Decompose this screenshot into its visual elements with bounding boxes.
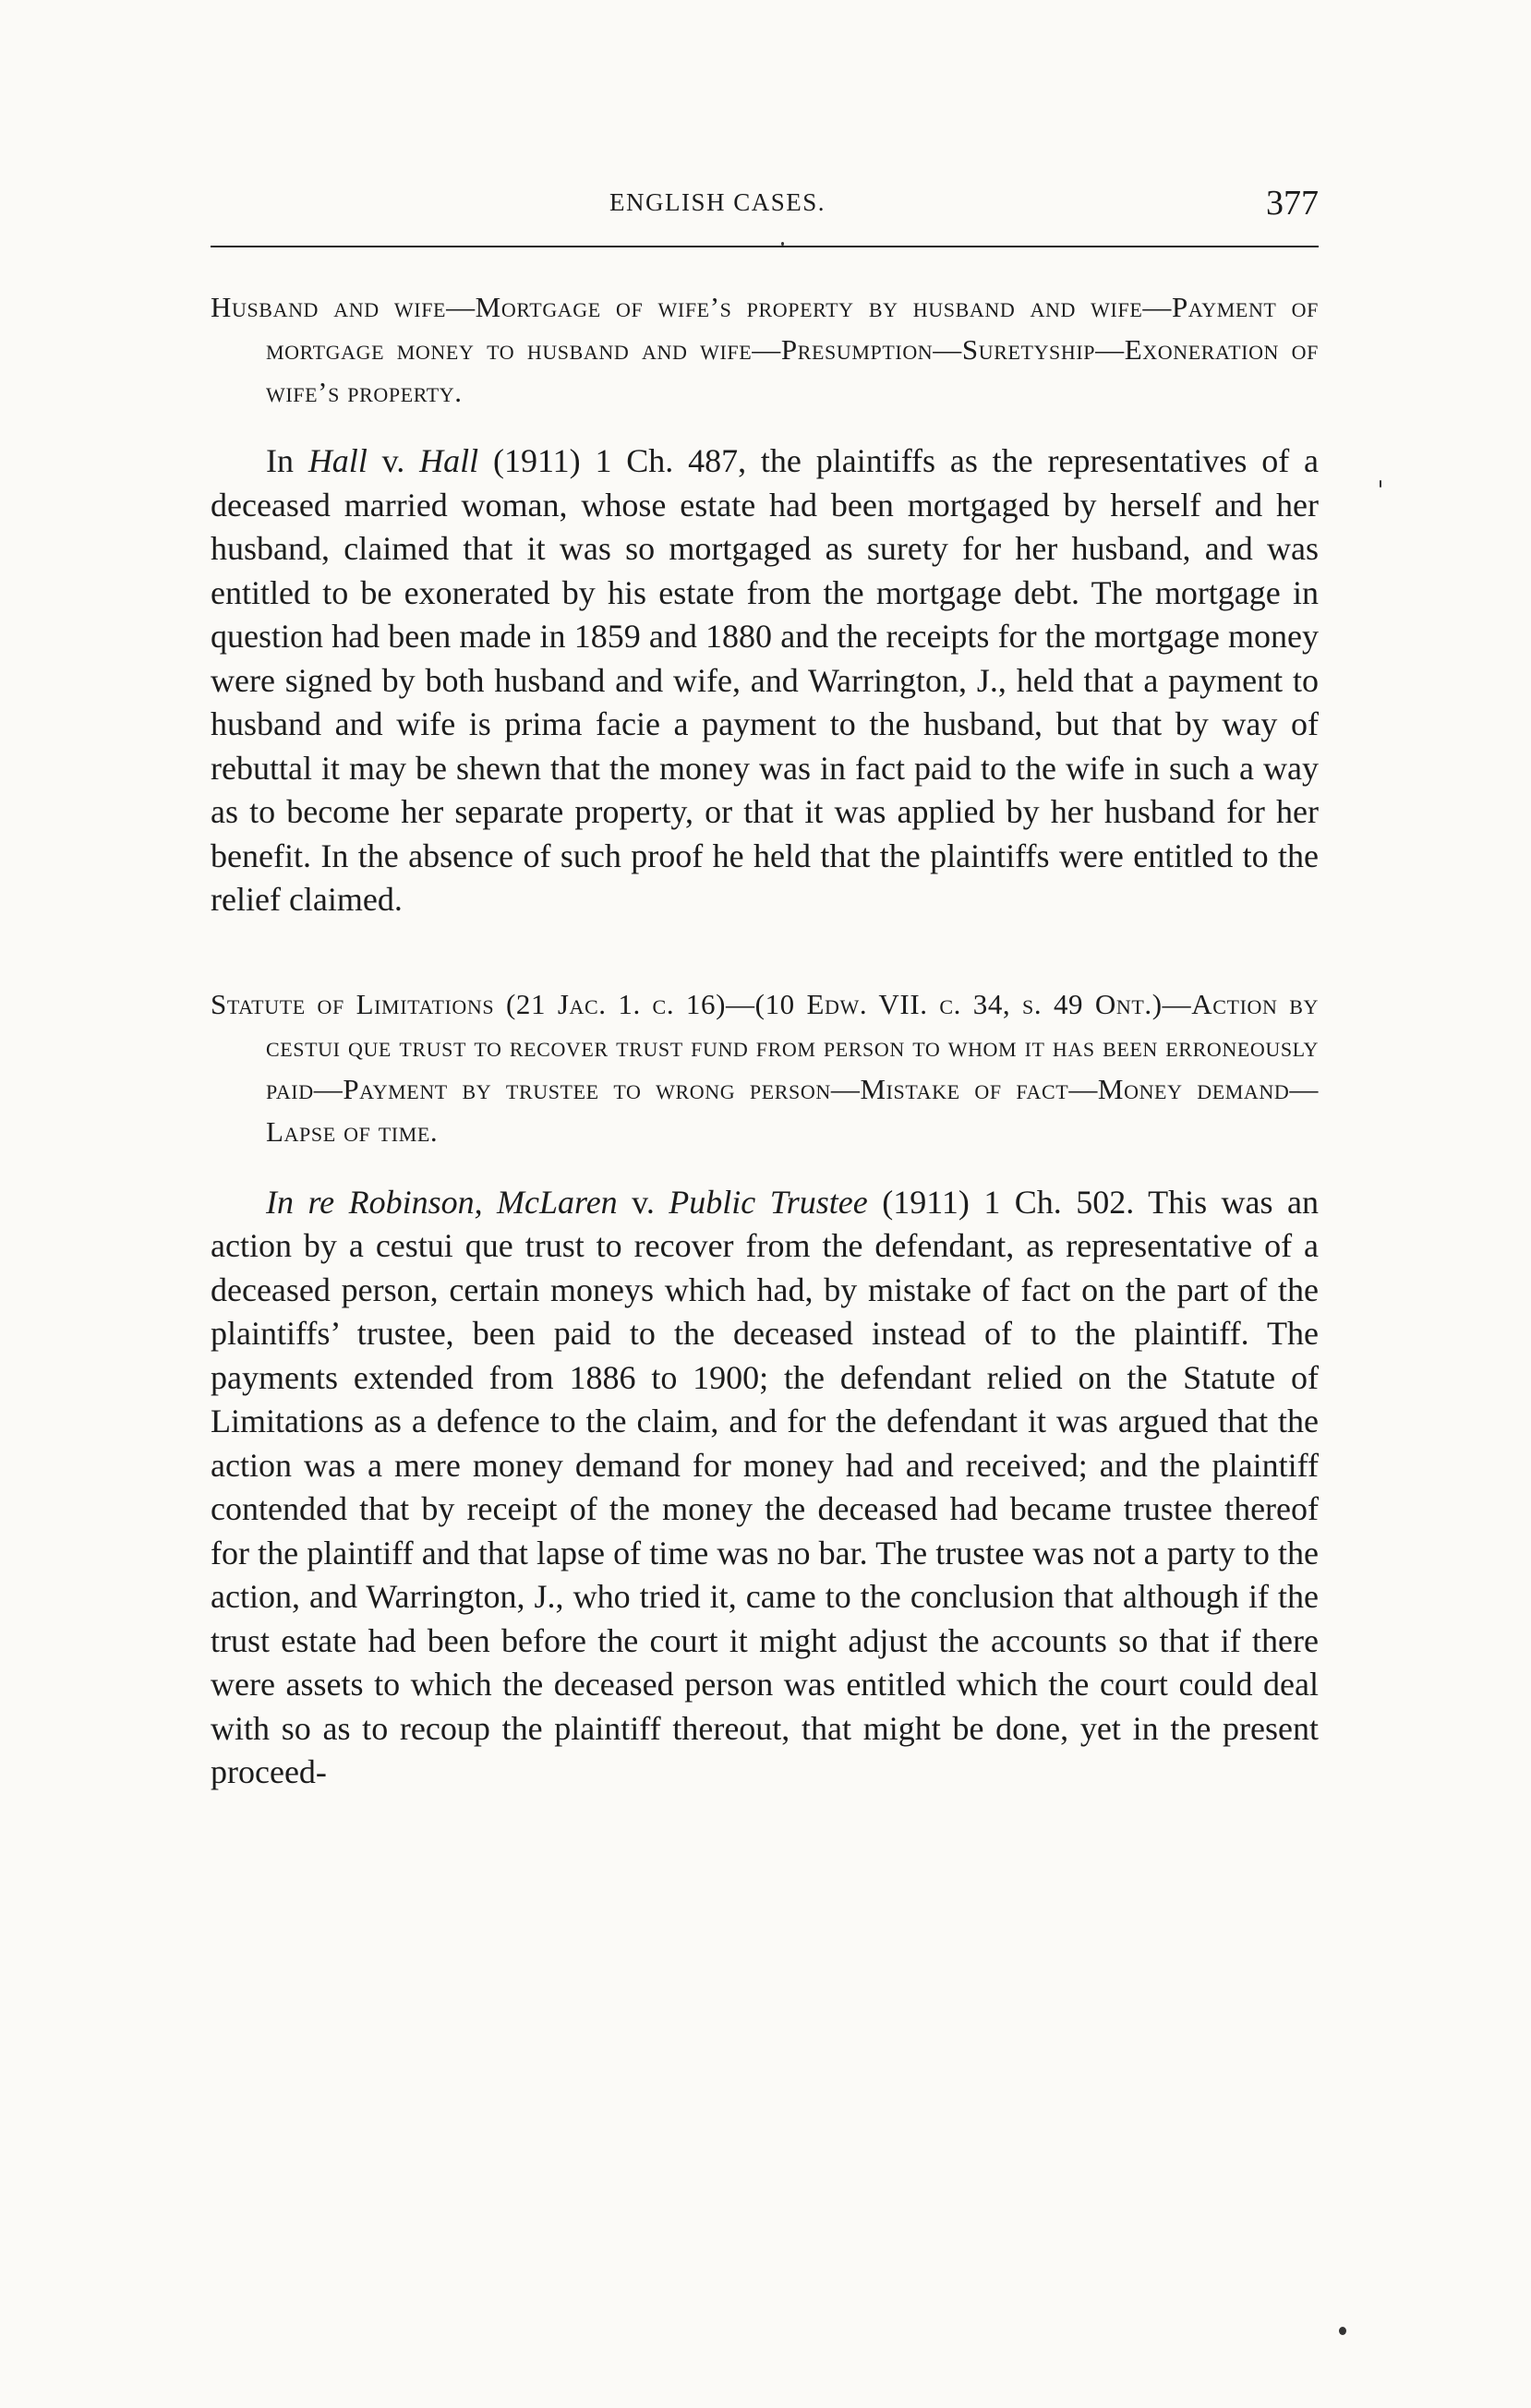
paragraph-text: (1911) 1 Ch. 502. This was an action by a cestui que trust to recover from the defendant, as representative of a deceased person, certain moneys which had, by mistake of fact on the part of the plaintiffs’ trustee, been paid to the deceased instead of to the plaintiff. The payments extended from 1886 to 1900; the defendant relied on the Statute of Limitations as a defence to the claim, and for the defendant it was argued that the action was a mere money demand for money had and received; and the plaintiff contended that by receipt of the money the deceased had became trustee thereof for the plaintiff and that lapse of time was no bar. The trustee was not a party to the action, and Warrington, J., who tried it, came to the conclusion that although if the trust estate had been before the court it might adjust the accounts so that if there were assets to which the deceased person was entitled which the court could deal with so as to recoup the plaintiff thereout, that might be done, yet in the present proceed-	[211, 1183, 1319, 1790]
case-headnote: Statute of Limitations (21 Jac. 1. c. 16)—(10 Edw. VII. c. 34, s. 49 Ont.)—Action by cestui que trust to recover trust fund from person to whom it has been erroneously paid—Payment by trustee to wrong person—Mistake of fact—Money demand—Lapse of time.	[211, 987, 1319, 1148]
case-paragraph	[211, 1181, 1319, 1795]
page-number: 377	[1266, 184, 1319, 223]
page-header	[211, 183, 1319, 229]
case-name: Hall	[419, 442, 479, 479]
running-head: ENGLISH CASES.	[609, 188, 826, 216]
print-speck	[781, 242, 784, 246]
case-paragraph	[211, 439, 1319, 922]
case-name: Hall	[307, 442, 368, 479]
versus-text: v.	[617, 1183, 669, 1221]
page-body	[211, 286, 1319, 1795]
print-speck	[1339, 2327, 1346, 2335]
paragraph-lead: In	[266, 442, 308, 479]
paragraph-text: (1911) 1 Ch. 487, the plaintiffs as the representatives of a deceased married woman, whose estate had been mortgaged by herself and her husband, claimed that it was so mortgaged as surety for her husband, and was entitled to be exonerated by his estate from the mortgage debt. The mortgage in question had been made in 1859 and 1880 and the receipts for the mortgage money were signed by both husband and wife, and Warrington, J., held that a payment to husband and wife is prima facie a payment to the husband, but that by way of rebuttal it may be shewn that the money was in fact paid to the wife in such a way as to become her separate property, or that it was applied by her husband for her benefit. In the absence of such proof he held that the plaintiffs were entitled to the relief claimed.	[211, 442, 1319, 918]
print-speck	[1380, 480, 1381, 488]
case-name: In re Robinson, McLaren	[266, 1183, 618, 1221]
case-name: Public Trustee	[669, 1183, 868, 1221]
header-rule	[211, 246, 1319, 247]
case-headnote: Husband and wife—Mortgage of wife’s property by husband and wife—Payment of mortgage money to husband and wife—Presumption—Suretyship—Exoneration of wife’s property.	[211, 291, 1319, 408]
versus-text: v.	[367, 442, 420, 479]
